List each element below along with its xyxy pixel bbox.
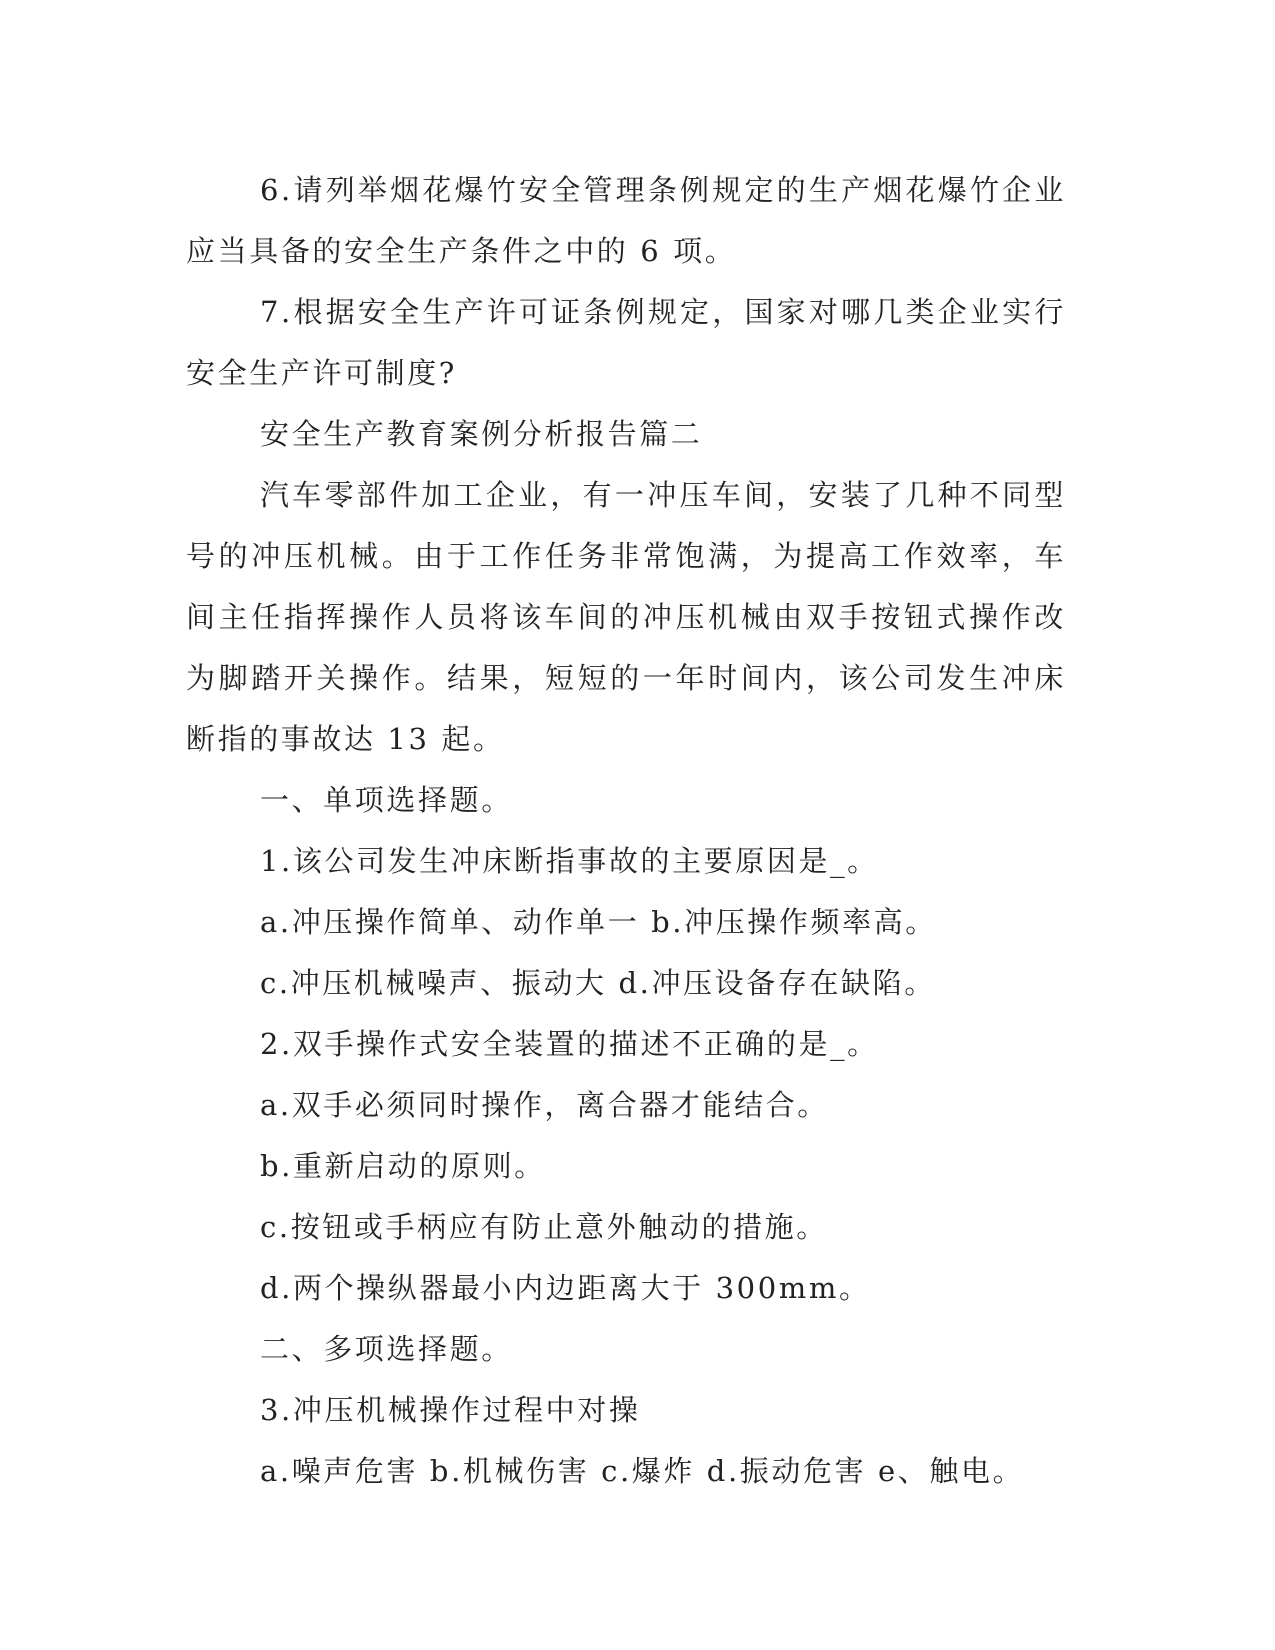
question-2-option-b: b.重新启动的原则。	[260, 1149, 546, 1183]
single-choice-heading: 一、单项选择题。	[260, 783, 513, 817]
question-3: 3.冲压机械操作过程中对操	[260, 1393, 641, 1427]
question-1-options-ab: a.冲压操作简单、动作单一 b.冲压操作频率高。	[260, 905, 937, 939]
multi-choice-heading: 二、多项选择题。	[260, 1332, 513, 1366]
question-2-option-c: c.按钮或手柄应有防止意外触动的措施。	[260, 1210, 828, 1244]
question-2-option-d: d.两个操纵器最小内边距离大于 300mm。	[260, 1271, 871, 1305]
section-heading: 安全生产教育案例分析报告篇二	[260, 417, 703, 451]
question-3-options: a.噪声危害 b.机械伤害 c.爆炸 d.振动危害 e、触电。	[260, 1454, 1025, 1488]
case-description: 汽车零部件加工企业，有一冲压车间，安装了几种不同型号的冲压机械。由于工作任务非常饱满，为提高工作效率，车间主任指挥操作人员将该车间的冲压机械由双手按钮式操作改为脚踏开关操作。结果，短短的一年时间内，该公司发生冲床断指的事故达 13 起。	[186, 478, 1066, 756]
document-body	[186, 160, 1066, 1502]
question-1-options-cd: c.冲压机械噪声、振动大 d.冲压设备存在缺陷。	[260, 966, 936, 1000]
question-2: 2.双手操作式安全装置的描述不正确的是_。	[260, 1027, 879, 1061]
question-2-option-a: a.双手必须同时操作，离合器才能结合。	[260, 1088, 829, 1122]
question-6: 6.请列举烟花爆竹安全管理条例规定的生产烟花爆竹企业应当具备的安全生产条件之中的 6 项。	[186, 173, 1066, 268]
question-7: 7.根据安全生产许可证条例规定，国家对哪几类企业实行安全生产许可制度?	[186, 295, 1066, 390]
question-1: 1.该公司发生冲床断指事故的主要原因是_。	[260, 844, 879, 878]
